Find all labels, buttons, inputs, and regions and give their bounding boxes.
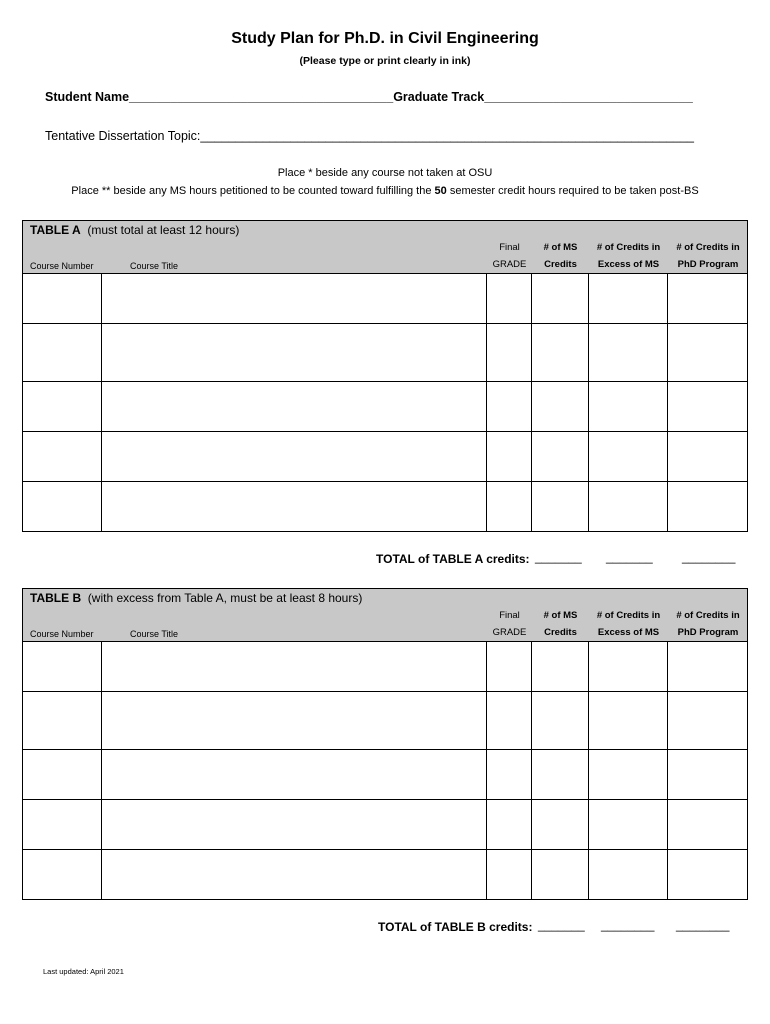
table-description: (with excess from Table A, must be at least 8 hours): [87, 591, 363, 605]
phd-credits-cell[interactable]: [668, 382, 748, 432]
col-credits-label: Credits: [544, 259, 577, 270]
col-grade-label: GRADE: [492, 259, 527, 270]
table-name: TABLE A: [30, 223, 81, 237]
table-b-title: [30, 591, 362, 605]
final-grade-cell[interactable]: [487, 692, 532, 750]
table-b-header: [23, 589, 747, 641]
phd-credits-cell[interactable]: [668, 432, 748, 482]
table-row: [23, 432, 748, 482]
note-text: Place ** beside any MS hours petitioned to be counted toward fulfilling the: [71, 185, 435, 197]
course-title-cell[interactable]: [102, 324, 487, 382]
course-title-cell[interactable]: [102, 750, 487, 800]
table-b: [22, 588, 748, 900]
instruction-ms-hours-note: [0, 185, 770, 197]
final-grade-cell[interactable]: [487, 274, 532, 324]
course-number-cell[interactable]: [23, 692, 102, 750]
final-grade-cell[interactable]: [487, 324, 532, 382]
final-grade-cell[interactable]: [487, 800, 532, 850]
ms-credits-cell[interactable]: [532, 642, 589, 692]
ms-credits-cell[interactable]: [532, 274, 589, 324]
table-description: (must total at least 12 hours): [87, 223, 240, 237]
table-a-title: [30, 223, 239, 237]
course-number-cell[interactable]: [23, 750, 102, 800]
col-phd-label-2: PhD Program: [677, 627, 739, 638]
table-row: [23, 750, 748, 800]
table-row: [23, 642, 748, 692]
col-course-title: Course Title: [130, 261, 179, 271]
table-row: [23, 482, 748, 532]
excess-ms-cell[interactable]: [589, 274, 668, 324]
col-excess-label-1: # of Credits in: [596, 242, 661, 253]
final-grade-cell[interactable]: [487, 382, 532, 432]
course-number-cell[interactable]: [23, 432, 102, 482]
page-subtitle: (Please type or print clearly in ink): [299, 55, 471, 67]
table-a-total-label: TOTAL of TABLE A credits:: [376, 552, 530, 566]
ms-credits-cell[interactable]: [532, 382, 589, 432]
course-title-cell[interactable]: [102, 482, 487, 532]
excess-ms-cell[interactable]: [589, 800, 668, 850]
ms-credits-cell[interactable]: [532, 750, 589, 800]
table-a-header: [23, 221, 747, 273]
col-final-label: Final: [499, 242, 520, 253]
col-grade-label: GRADE: [492, 627, 527, 638]
excess-ms-cell[interactable]: [589, 482, 668, 532]
ms-credits-cell[interactable]: [532, 850, 589, 900]
course-title-cell[interactable]: [102, 432, 487, 482]
note-credit-hours: 50: [434, 185, 447, 197]
ms-credits-cell[interactable]: [532, 482, 589, 532]
phd-credits-cell[interactable]: [668, 642, 748, 692]
table-a: [22, 220, 748, 532]
course-number-cell[interactable]: [23, 482, 102, 532]
col-excess-label-2: Excess of MS: [597, 259, 660, 270]
course-title-cell[interactable]: [102, 382, 487, 432]
table-b-header-row: [23, 589, 748, 642]
table-b-total-excess-field[interactable]: ________: [601, 918, 655, 932]
course-title-cell[interactable]: [102, 274, 487, 324]
note-text: semester credit hours required to be taken post-BS: [446, 185, 699, 197]
col-course-number: Course Number: [30, 629, 94, 639]
course-number-cell[interactable]: [23, 850, 102, 900]
final-grade-cell[interactable]: [487, 642, 532, 692]
phd-credits-cell[interactable]: [668, 324, 748, 382]
course-number-cell[interactable]: [23, 382, 102, 432]
col-ms-label: # of MS: [543, 242, 578, 253]
col-phd-label-1: # of Credits in: [676, 610, 740, 621]
col-phd-label-1: # of Credits in: [676, 242, 740, 253]
table-row: [23, 382, 748, 432]
col-credits-label: Credits: [544, 627, 577, 638]
table-row: [23, 850, 748, 900]
ms-credits-cell[interactable]: [532, 432, 589, 482]
ms-credits-cell[interactable]: [532, 692, 589, 750]
final-grade-cell[interactable]: [487, 432, 532, 482]
last-updated-footer: Last updated: April 2021: [43, 967, 124, 976]
ms-credits-cell[interactable]: [532, 800, 589, 850]
table-b-total-phd-field[interactable]: ________: [676, 918, 730, 932]
phd-credits-cell[interactable]: [668, 692, 748, 750]
table-a-total-phd-field[interactable]: ________: [682, 550, 736, 564]
course-number-cell[interactable]: [23, 800, 102, 850]
excess-ms-cell[interactable]: [589, 432, 668, 482]
col-final-label: Final: [499, 610, 520, 621]
course-title-cell[interactable]: [102, 850, 487, 900]
dissertation-topic-line[interactable]: Tentative Dissertation Topic:_______________________________________________________________________: [45, 129, 694, 143]
course-number-cell[interactable]: [23, 274, 102, 324]
table-row: [23, 324, 748, 382]
col-excess-label-2: Excess of MS: [597, 627, 660, 638]
col-ms-label: # of MS: [543, 610, 578, 621]
col-course-title: Course Title: [130, 629, 179, 639]
table-b-total-ms-field[interactable]: _______: [538, 918, 585, 932]
course-title-cell[interactable]: [102, 692, 487, 750]
excess-ms-cell[interactable]: [589, 850, 668, 900]
table-a-total-ms-field[interactable]: _______: [535, 550, 582, 564]
phd-credits-cell[interactable]: [668, 750, 748, 800]
final-grade-cell[interactable]: [487, 750, 532, 800]
col-excess-label-1: # of Credits in: [596, 610, 661, 621]
table-a-header-row: [23, 221, 748, 274]
table-name: TABLE B: [30, 591, 82, 605]
student-name-graduate-track-line[interactable]: Student Name______________________________________Graduate Track______________________________: [45, 90, 693, 104]
phd-credits-cell[interactable]: [668, 482, 748, 532]
course-title-cell[interactable]: [102, 642, 487, 692]
course-title-cell[interactable]: [102, 800, 487, 850]
table-b-total-label: TOTAL of TABLE B credits:: [378, 920, 533, 934]
excess-ms-cell[interactable]: [589, 382, 668, 432]
excess-ms-cell[interactable]: [589, 750, 668, 800]
phd-credits-cell[interactable]: [668, 800, 748, 850]
table-row: [23, 692, 748, 750]
course-number-cell[interactable]: [23, 324, 102, 382]
excess-ms-cell[interactable]: [589, 642, 668, 692]
col-course-number: Course Number: [30, 261, 94, 271]
excess-ms-cell[interactable]: [589, 692, 668, 750]
table-row: [23, 274, 748, 324]
final-grade-cell[interactable]: [487, 482, 532, 532]
final-grade-cell[interactable]: [487, 850, 532, 900]
excess-ms-cell[interactable]: [589, 324, 668, 382]
page-title: Study Plan for Ph.D. in Civil Engineering: [231, 30, 539, 47]
ms-credits-cell[interactable]: [532, 324, 589, 382]
course-number-cell[interactable]: [23, 642, 102, 692]
col-phd-label-2: PhD Program: [677, 259, 739, 270]
phd-credits-cell[interactable]: [668, 274, 748, 324]
phd-credits-cell[interactable]: [668, 850, 748, 900]
table-row: [23, 800, 748, 850]
instruction-osu-note: Place * beside any course not taken at OSU: [277, 167, 493, 179]
table-a-total-excess-field[interactable]: _______: [606, 550, 653, 564]
